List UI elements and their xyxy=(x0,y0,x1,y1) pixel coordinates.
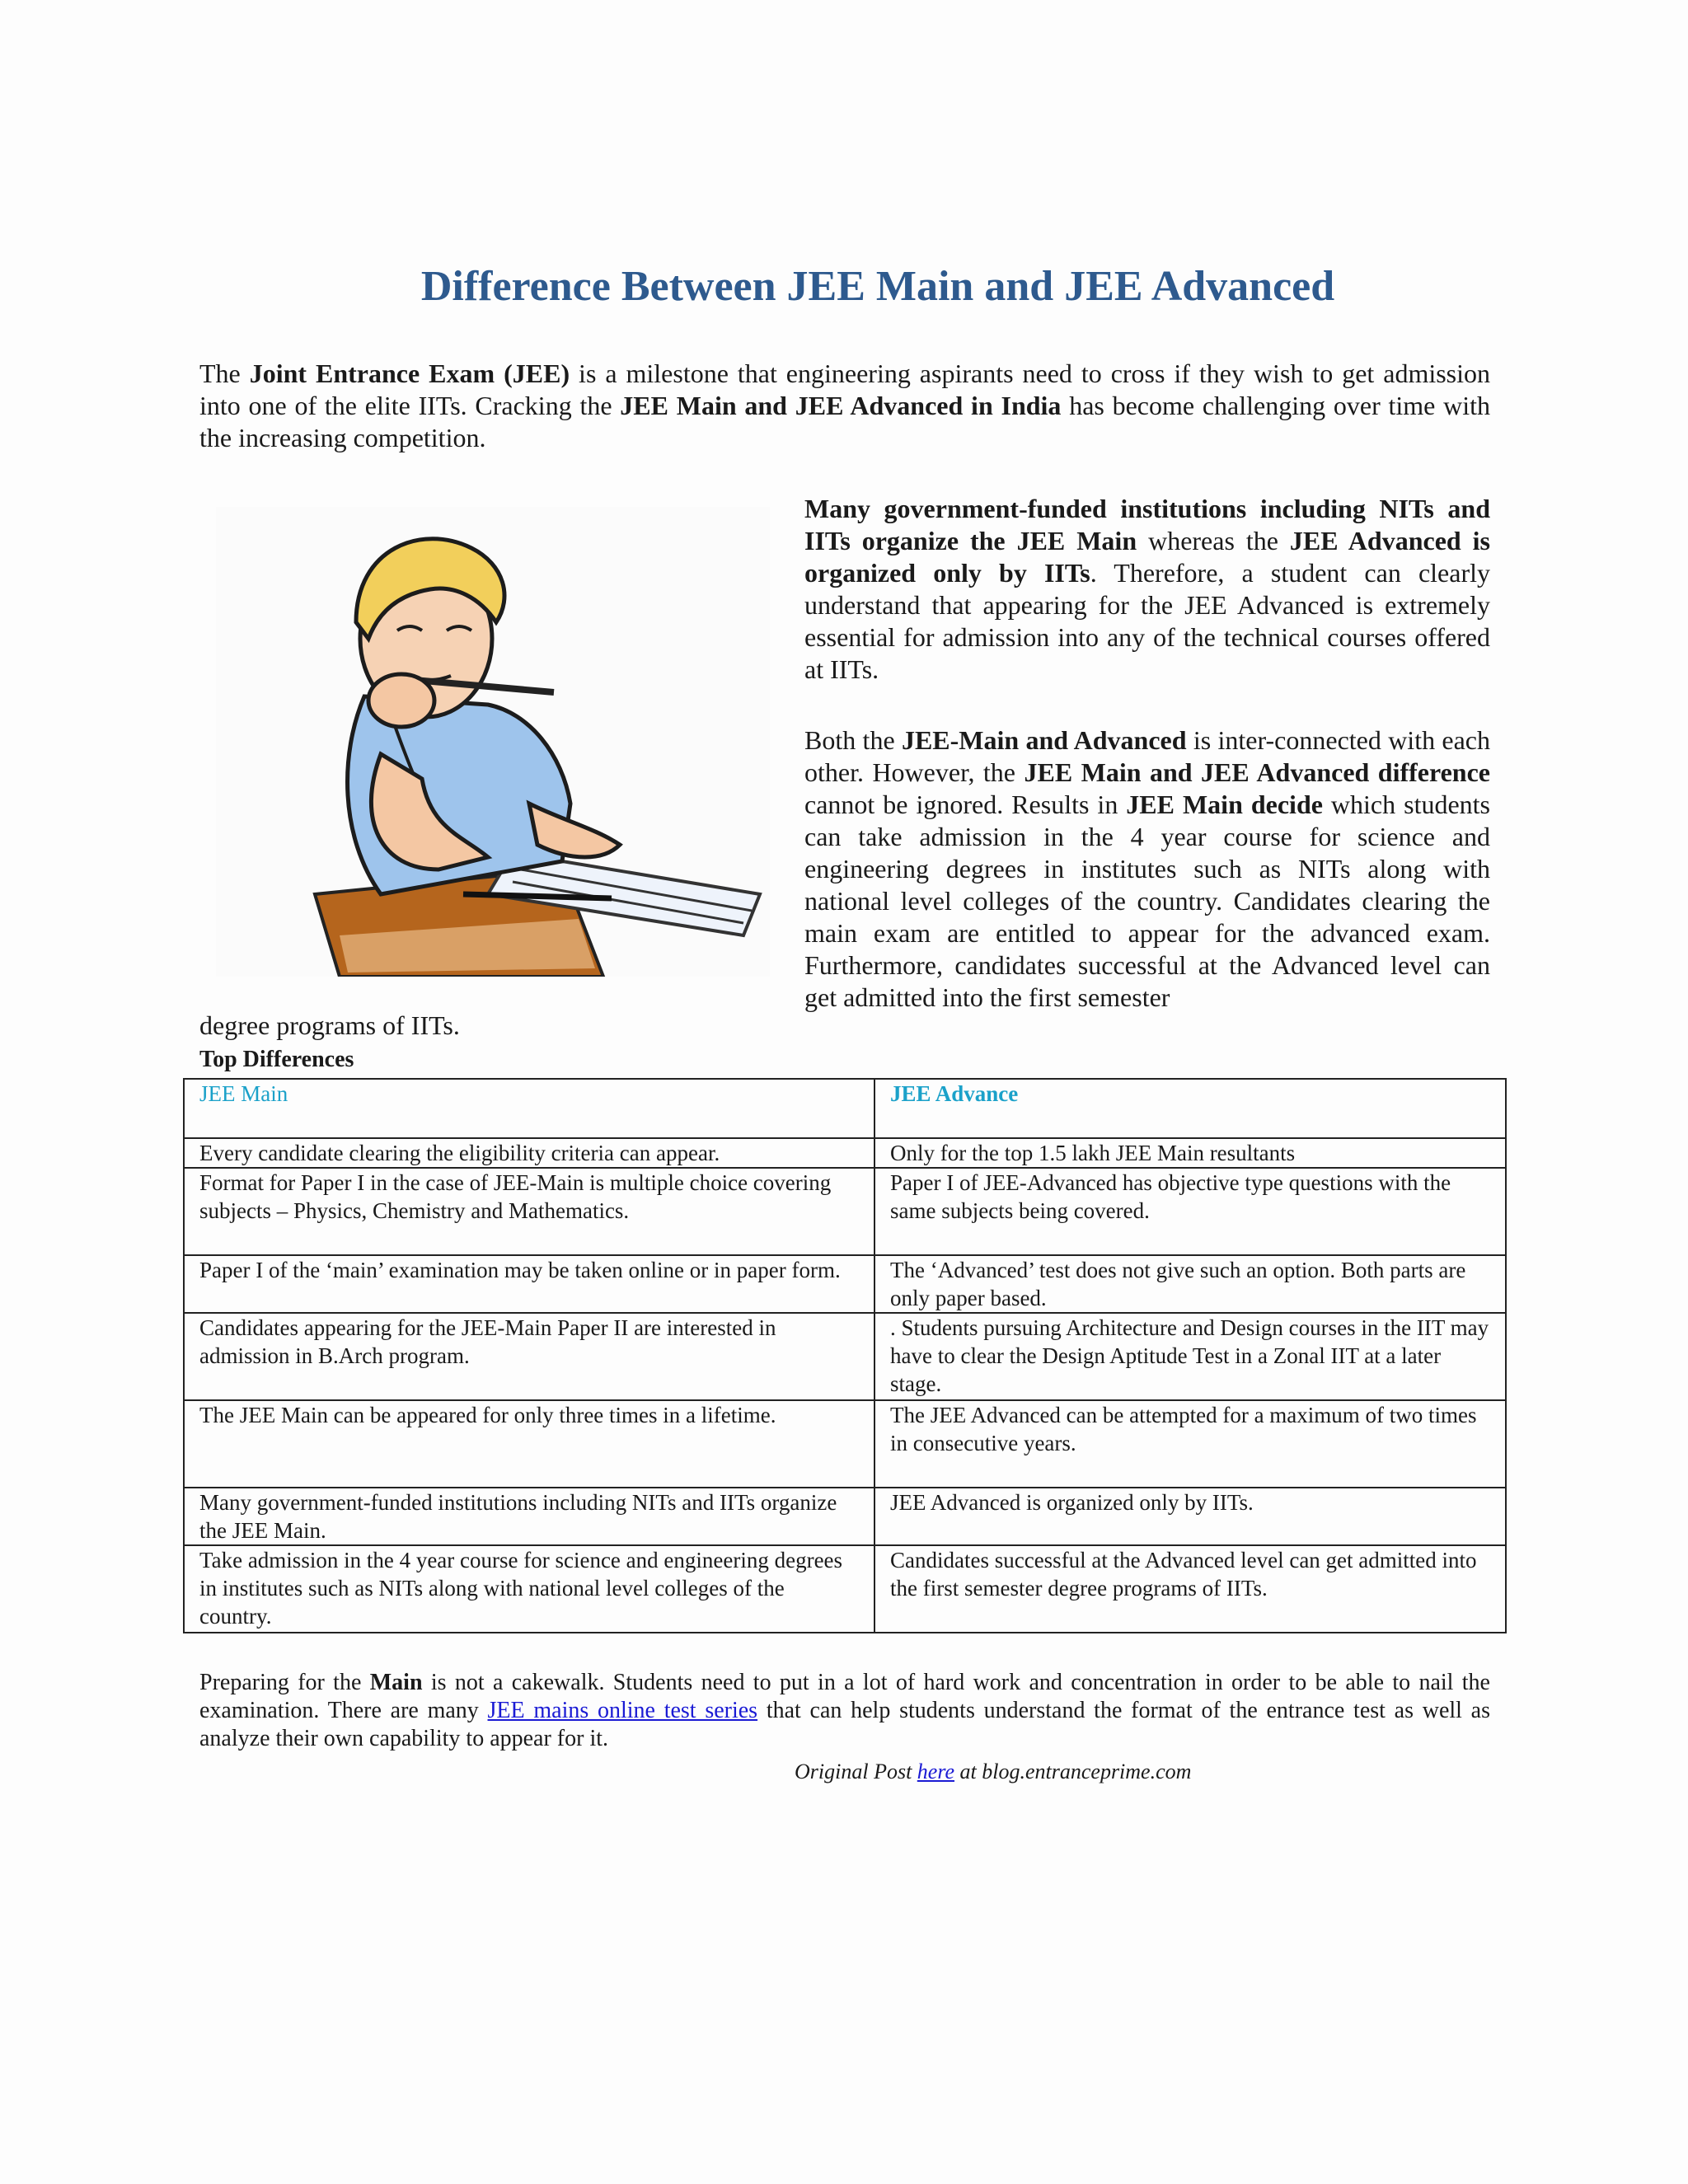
test-series-link[interactable]: JEE mains online test series xyxy=(487,1698,758,1723)
table-cell: JEE Advanced is organized only by IITs. xyxy=(874,1488,1506,1545)
table-cell: Take admission in the 4 year course for science and engineering degrees in institutes such as NITs along with national level colleges of the country. xyxy=(184,1545,874,1633)
table-cell: Only for the top 1.5 lakh JEE Main resultants xyxy=(874,1138,1506,1168)
right-paragraph-1: Many government-funded institutions including NITs and IITs organize the JEE Main whereas the JEE Advanced is organized only by IITs. Therefore, a student can clearly understand that appearing for the JEE Advanced is extremely essential for admission into any of the technical courses offered at IITs. xyxy=(804,494,1491,684)
original-post-credit: Original Post here at blog.entranceprime.com xyxy=(795,1760,1192,1783)
page-title: Difference Between JEE Main and JEE Advanced xyxy=(420,263,1335,310)
table-cell: Paper I of the ‘main’ examination may be taken online or in paper form. xyxy=(184,1255,874,1313)
original-post-link[interactable]: here xyxy=(917,1760,955,1783)
section-heading: Top Differences xyxy=(199,1047,354,1072)
table-cell: Paper I of JEE-Advanced has objective type questions with the same subjects being covered. xyxy=(874,1168,1506,1255)
table-cell: The ‘Advanced’ test does not give such an option. Both parts are only paper based. xyxy=(874,1255,1506,1313)
table-row xyxy=(184,1168,1506,1255)
table-cell: Candidates successful at the Advanced level can get admitted into the first semester degree programs of IITs. xyxy=(874,1545,1506,1633)
header-jee-main: JEE Main xyxy=(184,1079,874,1138)
header-jee-advance: JEE Advance xyxy=(874,1079,1506,1138)
table-cell: The JEE Main can be appeared for only three times in a lifetime. xyxy=(184,1400,874,1488)
table-row xyxy=(184,1488,1506,1545)
table-row xyxy=(184,1545,1506,1633)
table-cell: The JEE Advanced can be attempted for a maximum of two times in consecutive years. xyxy=(874,1400,1506,1488)
preparation-paragraph: Preparing for the Main is not a cakewalk. Students need to put in a lot of hard work and concentration in order to be able to nail the examination. There are many JEE mains online test series that can help students understand the format of the entrance test as well as analyze their own capability to appear for it. xyxy=(199,1670,1490,1751)
table-header-row xyxy=(184,1079,1506,1138)
table-row xyxy=(184,1400,1506,1488)
comparison-table xyxy=(183,1078,1507,1633)
table-cell: Format for Paper I in the case of JEE-Main is multiple choice covering subjects – Physics, Chemistry and Mathematics. xyxy=(184,1168,874,1255)
table-cell: Many government-funded institutions including NITs and IITs organize the JEE Main. xyxy=(184,1488,874,1545)
table-row xyxy=(184,1138,1506,1168)
table-cell: Candidates appearing for the JEE-Main Paper II are interested in admission in B.Arch program. xyxy=(184,1313,874,1400)
table-row xyxy=(184,1255,1506,1313)
right-paragraph-2: Both the JEE-Main and Advanced is inter-connected with each other. However, the JEE Main and JEE Advanced difference cannot be ignored. Results in JEE Main decide which students can take admission in the 4 year course for science and engineering degrees in institutes such as NITs along with national level colleges of the country. Candidates clearing the main exam are entitled to appear for the advanced exam. Furthermore, candidates successful at the Advanced level can get admitted into the first semester xyxy=(804,725,1491,1012)
student-studying-illustration xyxy=(216,507,770,977)
table-row xyxy=(184,1313,1506,1400)
intro-paragraph: The Joint Entrance Exam (JEE) is a milestone that engineering aspirants need to cross if they wish to get admission into one of the elite IITs. Cracking the JEE Main and JEE Advanced in India has become challenging over time with the increasing competition. xyxy=(199,359,1491,452)
table-cell: Every candidate clearing the eligibility criteria can appear. xyxy=(184,1138,874,1168)
table-cell: . Students pursuing Architecture and Design courses in the IIT may have to clear the Design Aptitude Test in a Zonal IIT at a later stage. xyxy=(874,1313,1506,1400)
paragraph-tail: degree programs of IITs. xyxy=(199,1010,460,1040)
